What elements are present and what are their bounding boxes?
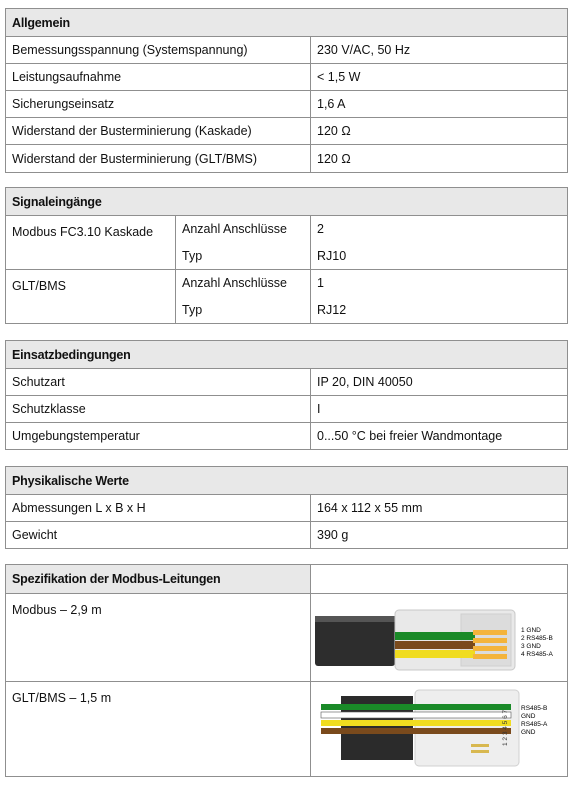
row-value: < 1,5 W	[311, 64, 568, 91]
table-row	[6, 270, 568, 297]
wire-yellow	[321, 720, 511, 726]
wire-green	[321, 704, 511, 710]
table-row	[6, 369, 568, 396]
table-row	[6, 522, 568, 549]
row-value: 1	[311, 270, 568, 297]
row-value: 0...50 °C bei freier Wandmontage	[311, 423, 568, 450]
header-blank-cell	[311, 565, 568, 594]
table-signaleingaenge	[5, 187, 568, 324]
group-label: GLT/BMS	[6, 270, 176, 324]
pin-label: 4 RS485-A	[521, 651, 553, 658]
section-title-modbus-leitungen: Spezifikation der Modbus-Leitungen	[6, 565, 311, 594]
wire-brown	[395, 641, 475, 649]
row-value: 390 g	[311, 522, 568, 549]
row-value: I	[311, 396, 568, 423]
row-label: Anzahl Anschlüsse	[176, 216, 311, 243]
wire-green	[395, 632, 475, 640]
row-label: Typ	[176, 243, 311, 270]
rj12-cable-diagram	[311, 682, 568, 777]
row-label: GLT/BMS – 1,5 m	[6, 682, 311, 777]
wire-yellow	[395, 650, 475, 658]
pin-label: RS485-A	[521, 721, 548, 728]
table-row	[6, 495, 568, 522]
rj10-cable-image	[311, 594, 567, 678]
pin-label: GND	[521, 713, 536, 720]
table-row	[6, 423, 568, 450]
row-value: 120 Ω	[311, 118, 568, 145]
row-value: 120 Ω	[311, 145, 568, 173]
table-row	[6, 682, 568, 777]
pin-label: GND	[521, 729, 536, 736]
table-row	[6, 216, 568, 243]
row-label: Modbus – 2,9 m	[6, 594, 311, 682]
row-value: 1,6 A	[311, 91, 568, 118]
row-value: IP 20, DIN 40050	[311, 369, 568, 396]
table-row	[6, 396, 568, 423]
row-label: Gewicht	[6, 522, 311, 549]
wire-brown	[321, 728, 511, 734]
table-row	[6, 145, 568, 173]
wire-white	[321, 712, 511, 718]
row-value: 2	[311, 216, 568, 243]
row-label: Abmessungen L x B x H	[6, 495, 311, 522]
pin-label: RS485-B	[521, 705, 548, 712]
table-row	[6, 37, 568, 64]
row-label: Widerstand der Busterminierung (Kaskade)	[6, 118, 311, 145]
row-label: Widerstand der Busterminierung (GLT/BMS)	[6, 145, 311, 173]
table-einsatzbedingungen	[5, 340, 568, 450]
rj12-cable-image	[311, 682, 567, 773]
section-title-einsatzbedingungen: Einsatzbedingungen	[6, 341, 568, 369]
table-modbus-leitungen	[5, 564, 568, 777]
group-label: Modbus FC3.10 Kaskade	[6, 216, 176, 270]
row-value: 230 V/AC, 50 Hz	[311, 37, 568, 64]
table-physikalische-werte	[5, 466, 568, 549]
row-value: 164 x 112 x 55 mm	[311, 495, 568, 522]
row-label: Anzahl Anschlüsse	[176, 270, 311, 297]
pin-label: 1 GND	[521, 627, 541, 634]
table-row	[6, 594, 568, 682]
table-row	[6, 118, 568, 145]
row-label: Sicherungseinsatz	[6, 91, 311, 118]
row-label: Typ	[176, 297, 311, 324]
section-title-allgemein: Allgemein	[6, 9, 568, 37]
table-allgemein	[5, 8, 568, 173]
table-row	[6, 91, 568, 118]
section-title-physikalische-werte: Physikalische Werte	[6, 467, 568, 495]
row-label: Umgebungstemperatur	[6, 423, 311, 450]
row-label: Schutzart	[6, 369, 311, 396]
section-title-signaleingaenge: Signaleingänge	[6, 188, 568, 216]
pin-label: 3 GND	[521, 643, 541, 650]
row-label: Leistungsaufnahme	[6, 64, 311, 91]
pin-label: 2 RS485-B	[521, 635, 553, 642]
row-label: Schutzklasse	[6, 396, 311, 423]
table-row	[6, 64, 568, 91]
row-label: Bemessungsspannung (Systemspannung)	[6, 37, 311, 64]
pin-number-label: 1 2 3 4 5 6 7	[502, 709, 509, 746]
row-value: RJ10	[311, 243, 568, 270]
row-value: RJ12	[311, 297, 568, 324]
rj10-cable-diagram	[311, 594, 568, 682]
